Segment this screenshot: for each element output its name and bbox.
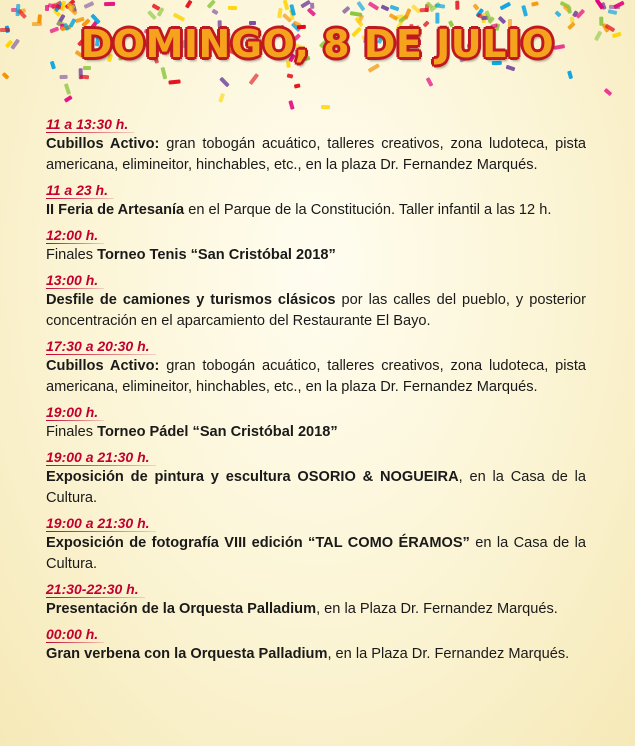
confetti-piece	[172, 13, 184, 22]
event-text: , en la Casa de la Cultura.	[46, 469, 586, 506]
event-text: , en la Plaza Dr. Fernandez Marqués.	[327, 646, 570, 662]
confetti-piece	[147, 10, 157, 20]
confetti-piece	[2, 72, 10, 80]
event-time: 00:00 h.	[46, 624, 104, 644]
event-description	[46, 467, 586, 509]
event-time: 19:00 a 21:30 h.	[46, 513, 156, 533]
event-title: Torneo Tenis “San Cristóbal 2018”	[97, 247, 336, 263]
confetti-piece	[104, 2, 115, 6]
confetti-piece	[83, 66, 90, 70]
event-item	[46, 513, 586, 575]
confetti-piece	[357, 1, 366, 11]
event-description	[46, 644, 586, 665]
confetti-piece	[555, 10, 562, 17]
confetti-piece	[321, 105, 330, 109]
confetti-piece	[567, 7, 572, 14]
confetti-piece	[212, 9, 220, 16]
event-text: , en la Plaza Dr. Fernandez Marqués.	[316, 601, 558, 617]
confetti-piece	[60, 75, 68, 79]
event-text: gran tobogán acuático, talleres creativos, zona ludoteca, pista americana, elimineitor, hinchables, etc., en la plaza Dr. Fernandez Marqués.	[46, 358, 586, 395]
confetti-piece	[404, 8, 412, 20]
event-item	[46, 180, 586, 221]
event-title: Cubillos Activo:	[46, 358, 160, 374]
event-title: II Feria de Artesanía	[46, 202, 185, 218]
event-list	[46, 114, 586, 669]
confetti-piece	[83, 1, 94, 9]
confetti-piece	[288, 100, 294, 110]
event-title: Presentación de la Orquesta Palladium	[46, 601, 317, 617]
confetti-piece	[160, 67, 167, 79]
event-description	[46, 134, 586, 176]
confetti-piece	[567, 70, 573, 79]
confetti-piece	[219, 76, 229, 87]
event-item	[46, 336, 586, 398]
confetti-piece	[218, 93, 225, 103]
event-text: por las calles del pueblo, y posterior concentración en el aparcamiento del Restaurante El Bayo.	[46, 292, 586, 329]
confetti-piece	[64, 83, 71, 95]
confetti-piece	[531, 1, 539, 6]
event-description	[46, 533, 586, 575]
confetti-piece	[368, 2, 380, 11]
confetti-piece	[207, 0, 216, 9]
event-time: 11 a 13:30 h.	[46, 114, 134, 134]
event-time: 19:00 a 21:30 h.	[46, 447, 156, 467]
event-title: Exposición de fotografía VIII edición “TAL COMO ÉRAMOS”	[46, 535, 470, 551]
event-item	[46, 114, 586, 176]
confetti-piece	[249, 73, 259, 85]
event-time: 13:00 h.	[46, 270, 104, 290]
event-item	[46, 225, 586, 266]
confetti-piece	[287, 74, 294, 79]
event-description	[46, 422, 586, 443]
event-time: 12:00 h.	[46, 225, 104, 245]
event-item	[46, 624, 586, 665]
page-title: DOMINGO, 8 DE JULIO	[80, 22, 555, 66]
event-prefix: Finales	[46, 424, 98, 440]
confetti-piece	[603, 88, 612, 96]
event-text: en el Parque de la Constitución. Taller infantil a las 12 h.	[184, 202, 552, 218]
event-time: 19:00 h.	[46, 402, 104, 422]
confetti-piece	[169, 79, 181, 84]
event-item	[46, 270, 586, 332]
event-item	[46, 447, 586, 509]
event-title: Torneo Pádel “San Cristóbal 2018”	[97, 424, 338, 440]
confetti-piece	[500, 2, 511, 11]
confetti-piece	[425, 77, 433, 87]
event-title: Cubillos Activo:	[46, 136, 160, 152]
confetti-piece	[293, 83, 300, 88]
confetti-piece	[64, 95, 73, 103]
event-time: 21:30-22:30 h.	[46, 579, 145, 599]
confetti-piece	[390, 5, 400, 12]
event-description	[46, 356, 586, 398]
confetti-piece	[607, 9, 616, 15]
event-description	[46, 200, 586, 221]
event-title: Exposición de pintura y escultura OSORIO & NOGUEIRA	[46, 469, 459, 485]
confetti-piece	[521, 5, 528, 17]
event-text: gran tobogán acuático, talleres creativos, zona ludoteca, pista americana, elimineitor, hinchables, etc., en la plaza Dr. Fernandez Marqués.	[46, 136, 586, 173]
confetti-piece	[381, 4, 390, 11]
event-title: Gran verbena con la Orquesta Palladium	[46, 646, 328, 662]
event-description	[46, 245, 586, 266]
confetti-piece	[455, 1, 459, 10]
event-time: 17:30 a 20:30 h.	[46, 336, 156, 356]
confetti-piece	[185, 0, 192, 8]
event-title: Desfile de camiones y turismos clásicos	[46, 292, 336, 308]
confetti-piece	[228, 6, 238, 10]
event-description	[46, 599, 586, 620]
event-prefix: Finales	[46, 247, 98, 263]
event-text: en la Casa de la Cultura.	[46, 535, 586, 572]
event-item	[46, 579, 586, 620]
event-time: 11 a 23 h.	[46, 180, 114, 200]
event-description	[46, 290, 586, 332]
event-item	[46, 402, 586, 443]
